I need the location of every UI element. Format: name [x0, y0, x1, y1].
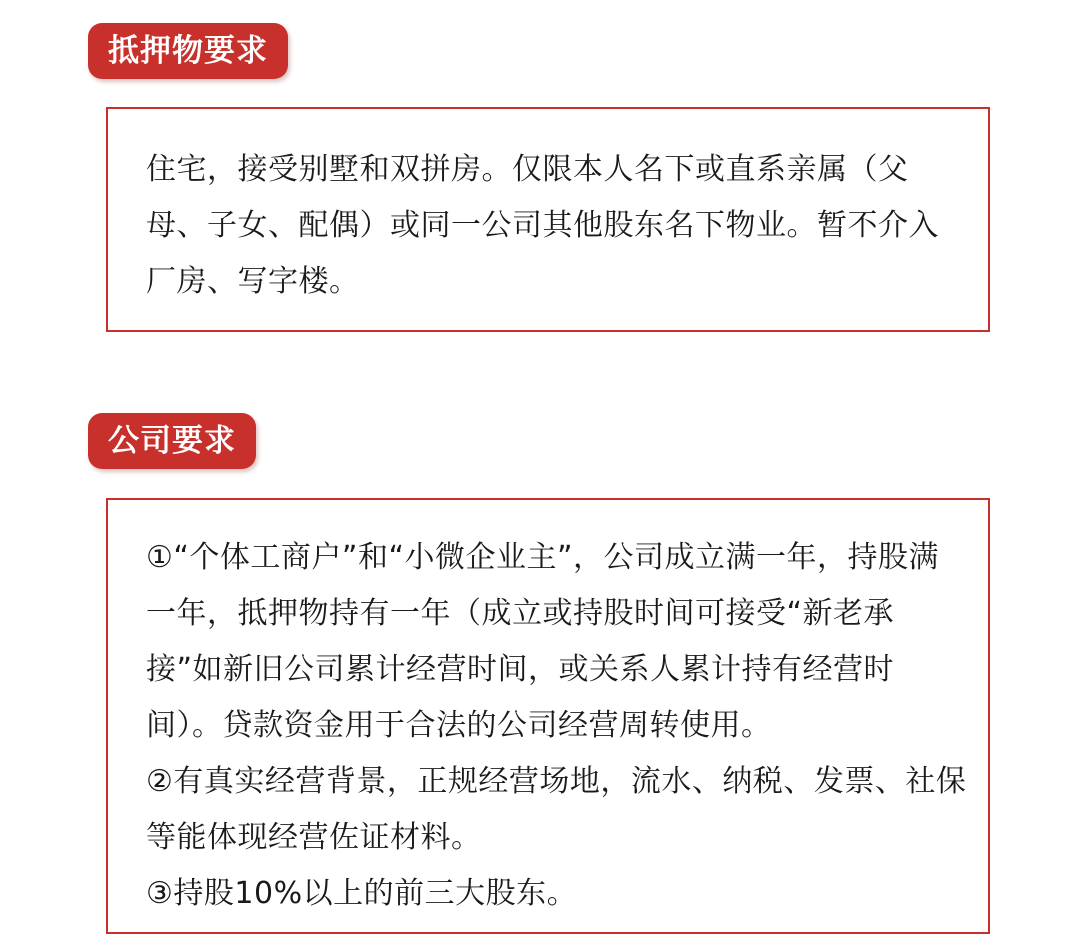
collateral-requirements-text — [146, 142, 968, 310]
section-tag-company: 公司要求 — [88, 413, 256, 469]
company-requirement-item-2: ②有真实经营背景，正规经营场地，流水、纳税、发票、社保等能体现经营佐证材料。 — [146, 764, 967, 855]
company-requirement-item-3: ③持股10%以上的前三大股东。 — [146, 876, 578, 911]
collateral-requirements-box — [106, 107, 990, 332]
company-requirements-box — [106, 498, 990, 934]
collateral-paragraph: 住宅，接受别墅和双拼房。仅限本人名下或直系亲属（父母、子女、配偶）或同一公司其他股东名下物业。暂不介入厂房、写字楼。 — [146, 152, 939, 299]
section-tag-collateral: 抵押物要求 — [88, 23, 288, 79]
company-requirement-item-1: ①“个体工商户”和“小微企业主”，公司成立满一年，持股满一年，抵押物持有一年（成立或持股时间可接受“新老承接”如新旧公司累计经营时间，或关系人累计持有经营时间）。贷款资金用于合法的公司经营周转使用。 — [146, 540, 940, 743]
company-requirements-text — [146, 530, 968, 922]
